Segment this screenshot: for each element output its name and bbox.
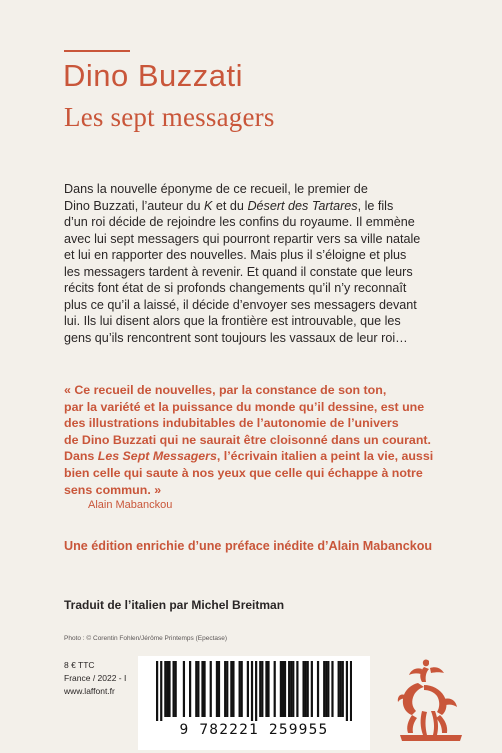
text-segment: Dino Buzzati, l’auteur du	[64, 198, 205, 213]
barcode-bar	[284, 661, 286, 717]
text-segment: plus ce qu’il a laissé, il décide d’envoyer ses messagers devant	[64, 297, 417, 312]
synopsis-line	[64, 264, 464, 281]
text-segment: des illustrations indubitables de l’autonomie de l’univers	[64, 416, 399, 431]
review-quote	[64, 382, 484, 498]
barcode-bar	[282, 661, 284, 717]
barcode-bar	[296, 661, 298, 717]
barcode-bar	[305, 661, 307, 717]
barcode-bar	[331, 661, 333, 717]
barcode-bar	[230, 661, 232, 717]
barcode-bar	[290, 661, 292, 717]
barcode-bar	[274, 661, 276, 717]
synopsis-line	[64, 247, 464, 264]
barcode-bar	[247, 661, 249, 717]
italic-segment: K	[204, 198, 213, 213]
barcode-bar	[261, 661, 263, 717]
photo-credit: Photo : © Corentin Fohlen/Jérôme Printemps (Epectase)	[64, 635, 228, 642]
barcode-bar	[267, 661, 269, 717]
text-segment: « Ce recueil de nouvelles, par la constance de son ton,	[64, 383, 387, 397]
text-segment: sens commun. »	[64, 482, 162, 497]
barcode-bar	[311, 661, 313, 717]
barcode-bars	[156, 661, 352, 721]
barcode-bar	[201, 661, 203, 717]
barcode-bar	[166, 661, 168, 717]
barcode-bar	[327, 661, 329, 717]
barcode-bar	[175, 661, 177, 717]
quote-line	[64, 382, 484, 399]
barcode-bar	[232, 661, 234, 717]
barcode-bar	[164, 661, 166, 717]
barcode-bar	[255, 661, 257, 721]
barcode-bar	[168, 661, 170, 717]
website: www.laffont.fr	[64, 686, 115, 696]
barcode-bar	[265, 661, 267, 717]
text-segment: avec lui sept messagers qui pourront repartir vers sa ville natale	[64, 231, 421, 246]
text-segment: , l’écrivain italien a peint la vie, aussi	[216, 449, 434, 464]
barcode-bar	[338, 661, 340, 717]
text-segment: , le fils	[357, 198, 394, 213]
italic-segment: Désert des Tartares	[247, 198, 358, 213]
barcode-bar	[183, 661, 185, 717]
quote-attribution: Alain Mabanckou	[88, 499, 173, 511]
quote-line	[64, 465, 484, 482]
barcode-bar	[280, 661, 282, 717]
barcode-bar	[203, 661, 205, 717]
price: 8 € TTC	[64, 660, 95, 670]
barcode-bar	[241, 661, 243, 717]
quote-line	[64, 432, 484, 449]
text-segment: Dans la nouvelle éponyme de ce recueil, le premier de	[64, 182, 368, 196]
text-segment: de Dino Buzzati qui ne saurait être cloisonné dans un courant.	[64, 432, 431, 447]
synopsis-line	[64, 214, 464, 231]
book-title: Les sept messagers	[64, 102, 275, 132]
text-segment: bien celle qui saute à nos yeux que celle qui échappe à notre	[64, 465, 423, 480]
synopsis-line	[64, 181, 464, 198]
author-name: Dino Buzzati	[63, 58, 244, 93]
barcode-bar	[251, 661, 253, 721]
synopsis-line	[64, 231, 464, 248]
synopsis-line	[64, 313, 464, 330]
barcode-bar	[224, 661, 226, 717]
price-block	[64, 659, 126, 698]
text-segment: d’un roi décide de rejoindre les confins du royaume. Il emmène	[64, 215, 415, 229]
barcode-bar	[302, 661, 304, 717]
synopsis-text	[64, 181, 464, 346]
edition-note: Une édition enrichie d’une préface inédite d’Alain Mabanckou	[64, 539, 433, 553]
barcode-bar	[350, 661, 352, 721]
barcode-bar	[239, 661, 241, 717]
synopsis-line	[64, 330, 464, 347]
barcode-bar	[156, 661, 158, 721]
translator-credit: Traduit de l’italien par Michel Breitman	[64, 598, 285, 612]
text-segment: et lui en rapporter des nouvelles. Mais plus il s’éloigne et plus	[64, 248, 407, 262]
text-segment: gens qu’ils rencontrent sont toujours les vassaux de leur roi…	[64, 330, 408, 345]
synopsis-line	[64, 280, 464, 297]
country-year: France / 2022 - I	[64, 673, 127, 683]
accent-rule	[64, 50, 130, 52]
barcode-bar	[346, 661, 348, 721]
barcode-bar	[189, 661, 191, 717]
isbn-number: 9 782221 259955	[179, 722, 329, 738]
barcode-bar	[173, 661, 175, 717]
quote-line	[64, 415, 484, 432]
synopsis-line	[64, 198, 464, 215]
quote-line	[64, 399, 484, 416]
barcode-bar	[259, 661, 261, 717]
text-segment: lui. Ils lui disent alors que la frontière est introuvable, que les	[64, 314, 401, 328]
barcode-bar	[292, 661, 294, 717]
text-segment: récits font état de si profonds changements qu’il n’y reconnaît	[64, 281, 407, 295]
text-segment: les messagers tardent à revenir. Et quand il constate que leurs	[64, 264, 413, 279]
barcode-bar	[160, 661, 162, 721]
publisher-centaur-logo-icon	[396, 655, 466, 752]
barcode-bar	[288, 661, 290, 717]
barcode-bar	[195, 661, 197, 717]
barcode-bar	[342, 661, 344, 717]
barcode-bar	[210, 661, 212, 717]
barcode-bar	[218, 661, 220, 717]
barcode-bar	[340, 661, 342, 717]
barcode-bar	[325, 661, 327, 717]
italic-segment: Les Sept Messagers	[97, 449, 217, 464]
text-segment: Dans	[64, 449, 98, 464]
barcode	[138, 656, 370, 750]
barcode-bar	[323, 661, 325, 717]
barcode-bar	[226, 661, 228, 717]
barcode-bar	[216, 661, 218, 717]
barcode-bar	[197, 661, 199, 717]
quote-line	[64, 482, 484, 499]
barcode-bar	[317, 661, 319, 717]
quote-line	[64, 448, 484, 465]
synopsis-line	[64, 297, 464, 314]
text-segment: par la variété et la puissance du monde qu’il dessine, est une	[64, 399, 425, 414]
text-segment: et du	[212, 198, 248, 213]
barcode-bar	[307, 661, 309, 717]
